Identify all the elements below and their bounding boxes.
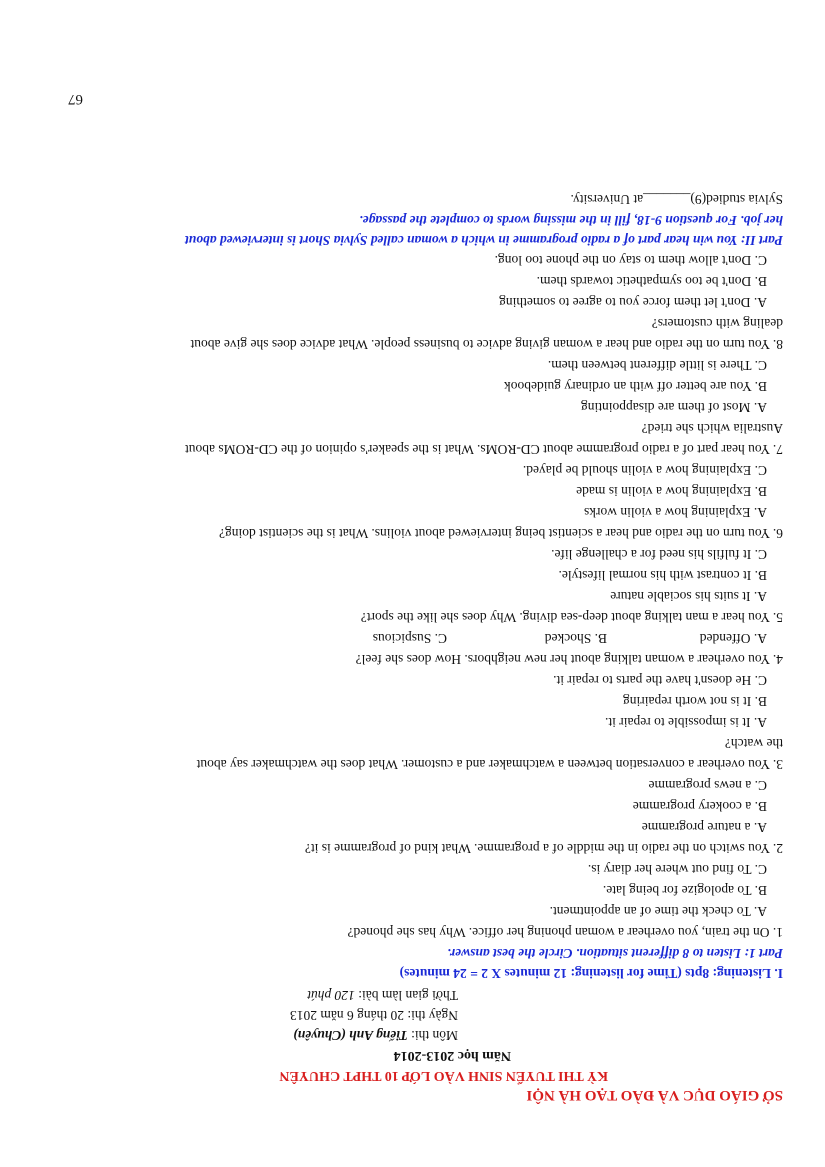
subject-value: Tiếng Anh (Chuyên) (293, 1028, 408, 1043)
org-title: SỞ GIÁO DỤC VÀ ĐÀO TẠO HÀ NỘI (526, 1087, 783, 1103)
answer-option[interactable]: C. To find out where her diary is. (587, 862, 767, 877)
question-text: 5. You hear a man talking about deep-sea diving. Why does she like the sport? (360, 610, 783, 625)
page-number: 67 (68, 91, 83, 107)
answer-option[interactable]: A. It is impossible to repair it. (605, 715, 767, 730)
answer-option[interactable]: A. Offended (699, 631, 767, 646)
answer-option[interactable]: C. It fulfils his need for a challenge life. (551, 547, 767, 562)
answer-option[interactable]: B. Don't be too sympathetic towards them. (536, 274, 767, 289)
answer-option[interactable]: A. Most of them are disappointing (581, 400, 767, 415)
subject-line (38, 1025, 458, 1045)
answer-option[interactable]: A. It suits his sociable nature (610, 589, 767, 604)
answer-option[interactable]: B. You are better off with an ordinary guidebook (504, 379, 767, 394)
question-text: 8. You turn on the radio and hear a woman giving advice to business people. What advice does she give about (190, 337, 783, 352)
answer-option[interactable]: B. It contrast with his normal lifestyle. (558, 568, 767, 583)
question-text: 1. On the train, you overhear a woman phoning her office. Why has she phoned? (347, 925, 783, 940)
question-text: 3. You overhear a conversation between a watchmaker and a customer. What does the watchmaker say about (196, 757, 783, 772)
question-text: dealing with customers? (651, 316, 783, 331)
answer-option[interactable]: B. Explaining how a violin is made (576, 484, 767, 499)
answer-option[interactable]: A. a nature programme (641, 820, 767, 835)
answer-option[interactable]: C. a news programme (648, 778, 767, 793)
question-text: the watch? (724, 736, 783, 751)
answer-option[interactable]: A. Explaining how a violin works (584, 505, 767, 520)
answer-option[interactable]: C. Don't allow them to stay on the phone too long. (494, 253, 767, 268)
question-text: Australia which she tried? (641, 421, 783, 436)
answer-option[interactable]: C. Suspicious (372, 631, 447, 646)
answer-option[interactable]: B. Shocked (544, 631, 607, 646)
option-row (38, 628, 767, 649)
answer-option[interactable]: C. Explaining how a violin should be played. (522, 463, 767, 478)
time-label: Thời gian làm bài: (354, 988, 458, 1003)
question-text: 2. You switch on the radio in the middle of a programme. What kind of programme is it? (304, 841, 783, 856)
question-text: 6. You turn on the radio and hear a scientist being interviewed about violins. What is the scientist doing? (218, 526, 783, 541)
time-line (38, 985, 458, 1005)
question-text: 7. You hear part of a radio programme about CD-ROMs. What is the speaker's opinion of the CD-ROMs about (185, 442, 783, 457)
exam-date: Ngày thi: 20 tháng 6 năm 2013 (290, 1008, 458, 1023)
question-list (38, 250, 783, 943)
part2-title-line-2: her job. For question 9-18, fill in the missing words to complete the passage. (359, 213, 783, 228)
exam-title: KỲ THI TUYỂN SINH VÀO LỚP 10 THPT CHUYÊN (279, 1068, 608, 1083)
time-value: 120 phút (307, 988, 355, 1003)
answer-option[interactable]: B. a cookery programme (632, 799, 767, 814)
subject-label: Môn thi: (407, 1028, 458, 1043)
school-year: Năm học 2013-2014 (393, 1048, 511, 1063)
answer-option[interactable]: A. Don't let them force you to agree to something (499, 295, 767, 310)
answer-option[interactable]: A. To check the time of an appointment. (549, 904, 767, 919)
answer-option[interactable]: C. There is little different between them. (547, 358, 767, 373)
part2-title-line-1: Part II: You win hear part of a radio programme in which a woman called Sylvia Short is interviewed about (185, 233, 783, 248)
part1-title: Part 1: Listen to 8 different situation. Circle the best answer. (447, 946, 783, 961)
question-9: Sylvia studied(9)_______at University. (570, 192, 783, 207)
section-title: I. Listening: 8pts (Time for listening: 12 minutes X 2 = 24 minutes) (399, 966, 783, 981)
answer-option[interactable]: B. To apologize for being late. (602, 883, 767, 898)
answer-option[interactable]: B. It is not worth repairing (623, 694, 767, 709)
answer-option[interactable]: C. He doesn't have the parts to repair it. (553, 673, 767, 688)
page-content (38, 189, 783, 1105)
question-text: 4. You overhear a woman talking about her new neighbors. How does she feel? (355, 652, 783, 667)
